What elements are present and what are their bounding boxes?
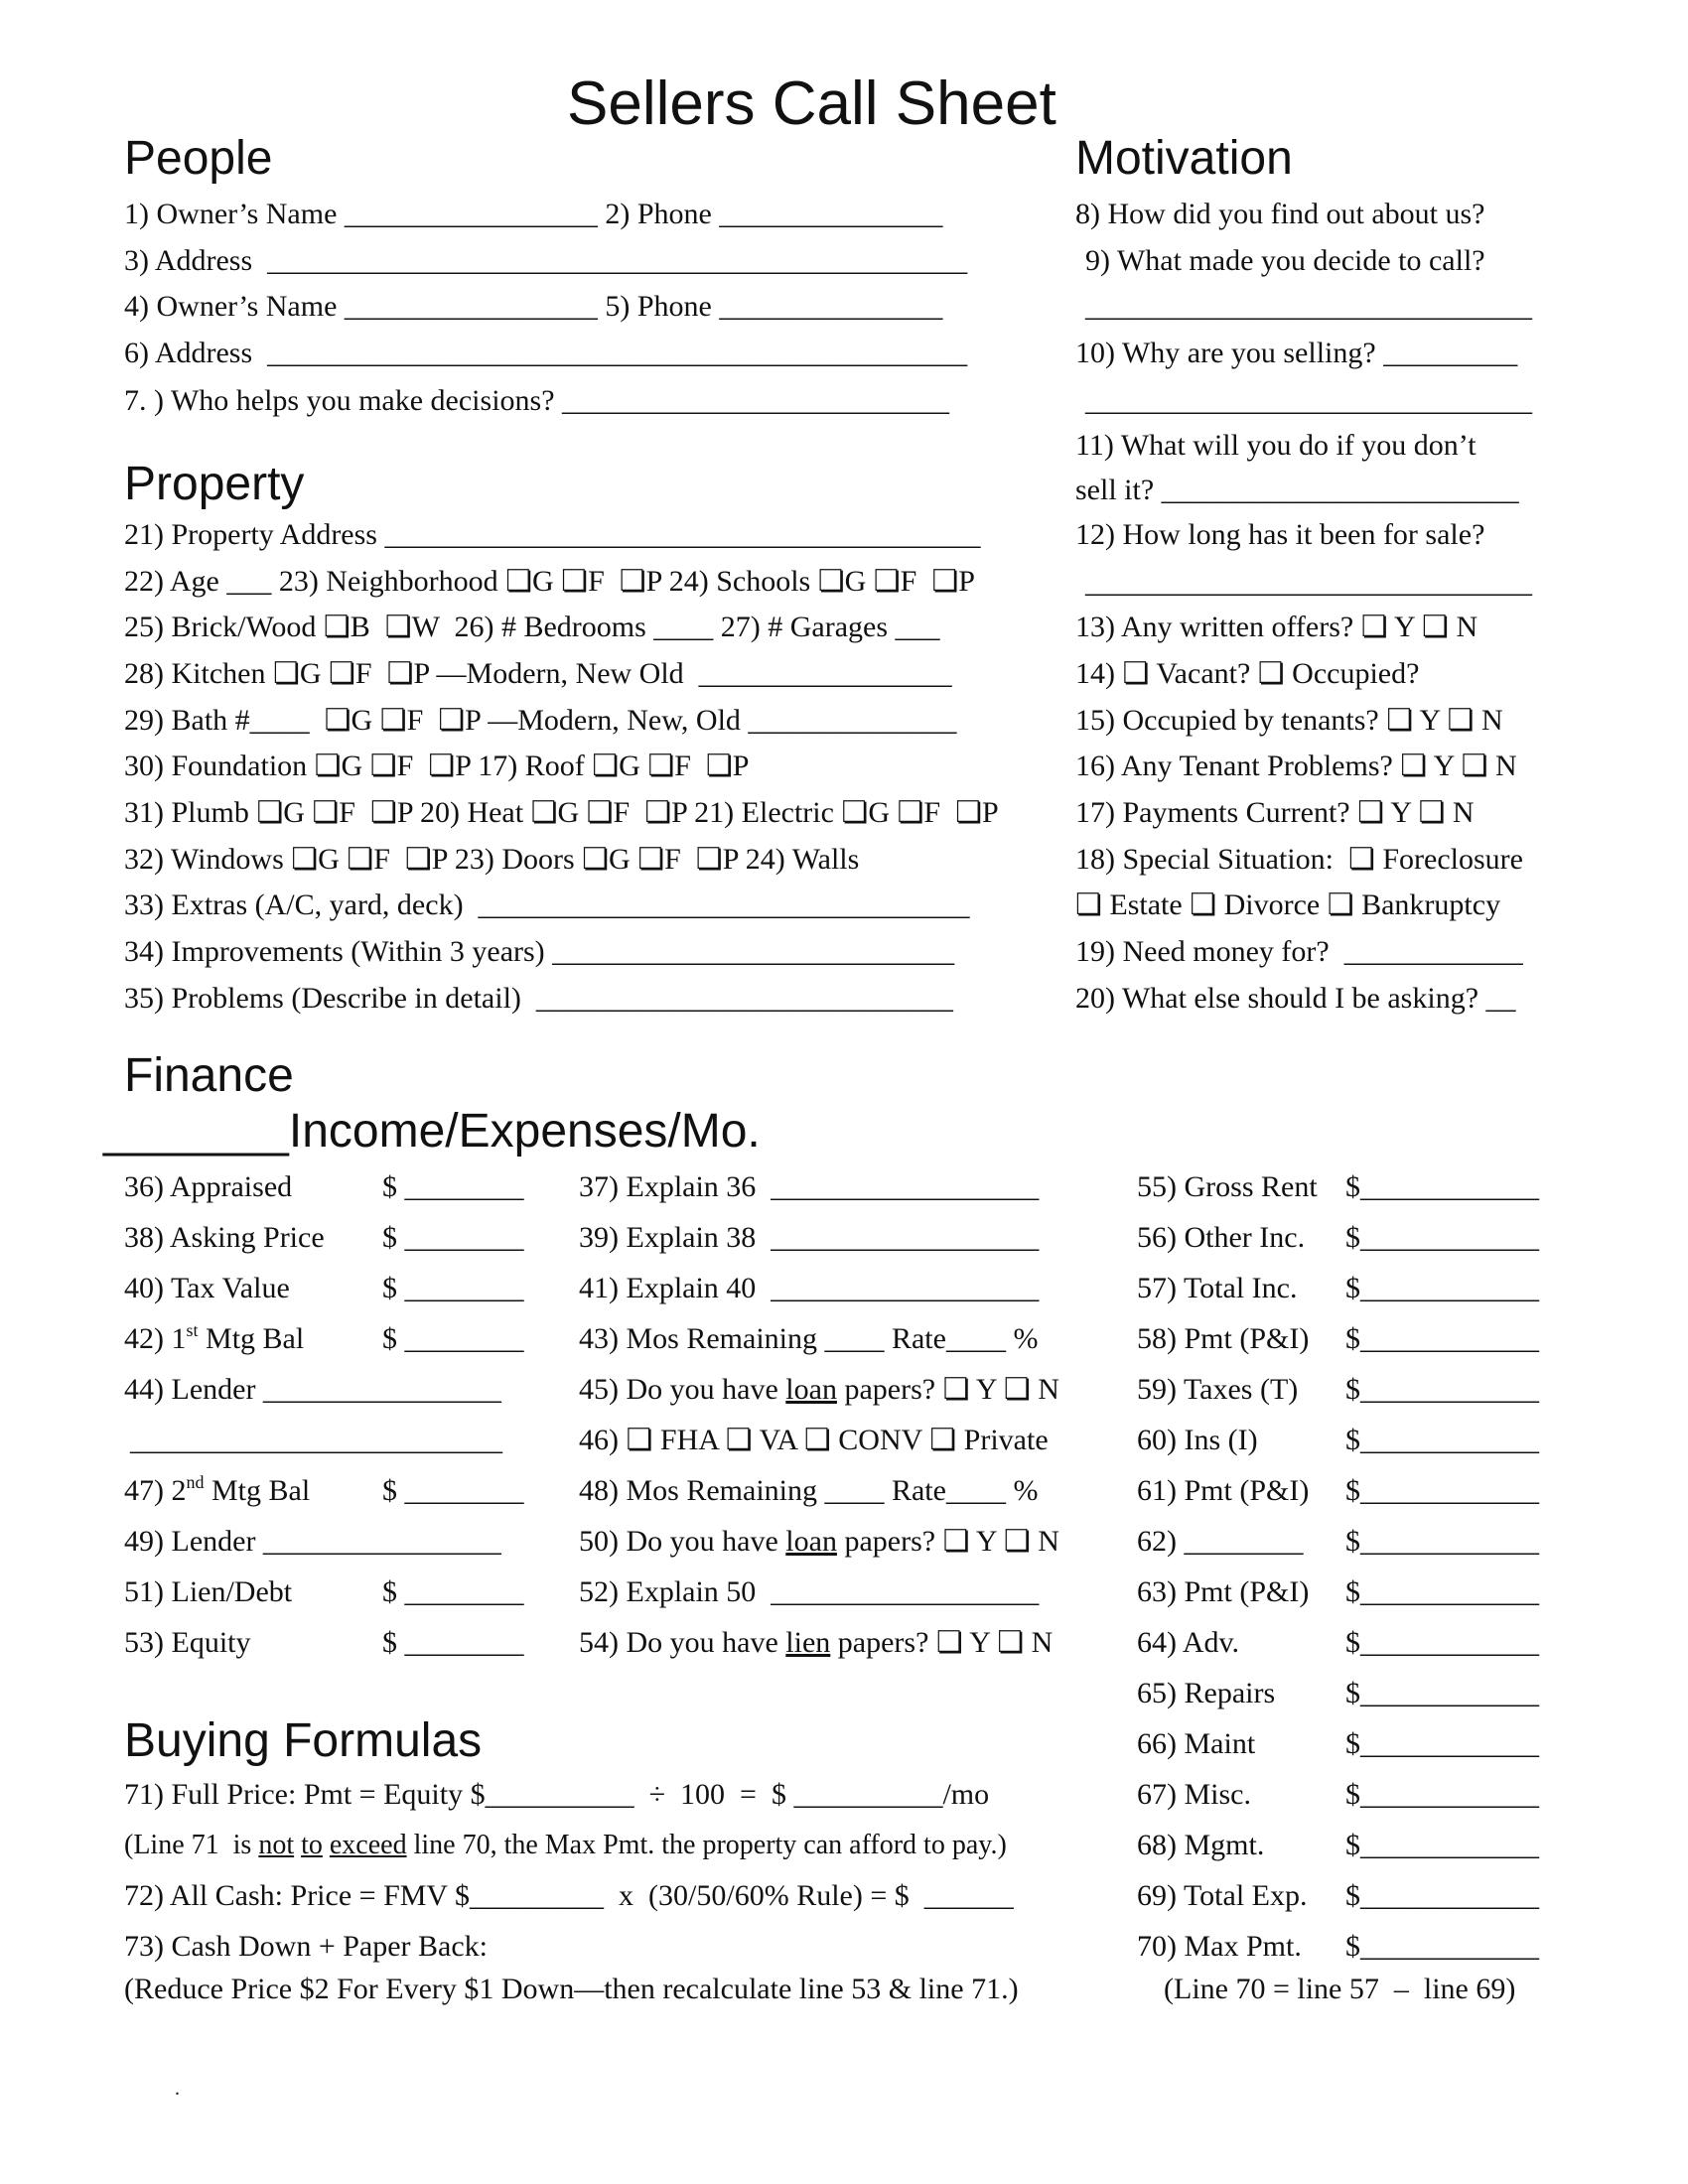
fin-label-59: 59) Taxes (T)	[1137, 1373, 1299, 1406]
fin-label-69: 69) Total Exp.	[1137, 1879, 1308, 1912]
property-line-25[interactable]: 25) Brick/Wood ❏B ❏W 26) # Bedrooms ____ 27) # Garages ___	[124, 611, 940, 643]
motivation-line-16[interactable]: 16) Any Tenant Problems? ❏ Y ❏ N	[1075, 750, 1517, 782]
fin-label-68: 68) Mgmt.	[1137, 1829, 1265, 1861]
fin-label-65: 65) Repairs	[1137, 1677, 1276, 1709]
fin-value-56[interactable]: $____________	[1345, 1221, 1539, 1254]
fin-label-38: 38) Asking Price	[124, 1221, 325, 1254]
formula-71-note-not: not	[258, 1830, 295, 1860]
people-line-5[interactable]: 7. ) Who helps you make decisions? __________________________	[124, 384, 950, 417]
formula-71-note	[124, 1832, 1007, 1859]
fin-label-57: 57) Total Inc.	[1137, 1272, 1298, 1304]
property-line-30[interactable]: 30) Foundation ❏G ❏F ❏P 17) Roof ❏G ❏F ❏P	[124, 750, 750, 782]
fin-line-46[interactable]: 46) ❏ FHA ❏ VA ❏ CONV ❏ Private	[579, 1424, 1049, 1456]
fin-line-45[interactable]	[579, 1375, 1059, 1405]
fin-line-50[interactable]	[579, 1527, 1059, 1557]
people-line-2[interactable]: 3) Address _______________________________________________	[124, 244, 968, 277]
fin-line-50-underlined: loan	[785, 1525, 837, 1558]
fin-line-43[interactable]: 43) Mos Remaining ____ Rate____ %	[579, 1322, 1039, 1355]
fin-line-54-underlined: lien	[785, 1626, 831, 1659]
motivation-line-19[interactable]: 19) Need money for? ____________	[1075, 935, 1523, 968]
fin-label-67: 67) Misc.	[1137, 1778, 1251, 1811]
fin-value-59[interactable]: $____________	[1345, 1373, 1539, 1406]
fin-label-53: 53) Equity	[124, 1626, 251, 1659]
people-line-1[interactable]: 1) Owner’s Name _________________ 2) Phone _______________	[124, 198, 943, 230]
fin-line-52[interactable]: 52) Explain 50 __________________	[579, 1575, 1040, 1608]
fin-line-54-post: papers? ❏ Y ❏ N	[830, 1626, 1054, 1659]
motivation-line-17[interactable]: 17) Payments Current? ❏ Y ❏ N	[1075, 796, 1475, 829]
motivation-line-8[interactable]: 8) How did you find out about us?	[1075, 198, 1485, 230]
formula-71-note-d: line 70, the Max Pmt. the property can afford to pay.)	[406, 1830, 1007, 1860]
motivation-line-9-blank[interactable]: ______________________________	[1085, 290, 1532, 323]
property-line-35[interactable]: 35) Problems (Describe in detail) ____________________________	[124, 982, 953, 1015]
property-line-29[interactable]: 29) Bath #____ ❏G ❏F ❏P —Modern, New, Old ______________	[124, 704, 957, 737]
fin-value-58[interactable]: $____________	[1345, 1322, 1539, 1355]
section-income-expenses: _______Income/Expenses/Mo.	[103, 1105, 761, 1158]
formula-71[interactable]: 71) Full Price: Pmt = Equity $__________ ÷ 100 = $ __________/mo	[124, 1778, 990, 1811]
property-line-21[interactable]: 21) Property Address ________________________________________	[124, 518, 981, 551]
fin-label-42-pre: 42) 1	[124, 1322, 187, 1355]
fin-line-45-pre: 45) Do you have	[579, 1373, 786, 1406]
fin-label-42-post: Mtg Bal	[198, 1322, 305, 1355]
fin-value-38[interactable]: $ ________	[382, 1221, 524, 1254]
footer-mark: .	[175, 2078, 180, 2100]
fin-line-44[interactable]: 44) Lender ________________	[124, 1373, 501, 1406]
fin-value-62[interactable]: $____________	[1345, 1525, 1539, 1558]
fin-line-45-post: papers? ❏ Y ❏ N	[836, 1373, 1059, 1406]
section-motivation: Motivation	[1075, 132, 1293, 185]
fin-line-41[interactable]: 41) Explain 40 __________________	[579, 1272, 1040, 1304]
fin-label-51: 51) Lien/Debt	[124, 1575, 293, 1608]
fin-value-36[interactable]: $ ________	[382, 1170, 524, 1203]
section-buying-formulas: Buying Formulas	[124, 1714, 483, 1767]
motivation-line-14[interactable]: 14) ❏ Vacant? ❏ Occupied?	[1075, 657, 1420, 690]
formula-71-note-exceed: exceed	[329, 1830, 407, 1860]
section-property: Property	[124, 458, 305, 510]
fin-line-37[interactable]: 37) Explain 36 __________________	[579, 1170, 1040, 1203]
property-line-22[interactable]: 22) Age ___ 23) Neighborhood ❏G ❏F ❏P 24) Schools ❏G ❏F ❏P	[124, 565, 975, 598]
fin-value-65[interactable]: $____________	[1345, 1677, 1539, 1709]
fin-value-51[interactable]: $ ________	[382, 1575, 524, 1608]
motivation-line-9[interactable]: 9) What made you decide to call?	[1085, 244, 1485, 277]
fin-value-63[interactable]: $____________	[1345, 1575, 1539, 1608]
motivation-line-11: 11) What will you do if you don’t	[1075, 429, 1477, 462]
fin-label-61: 61) Pmt (P&I)	[1137, 1474, 1310, 1507]
fin-label-36: 36) Appraised	[124, 1170, 293, 1203]
fin-label-47-pre: 47) 2	[124, 1474, 187, 1507]
formula-71-note-c	[323, 1830, 330, 1860]
motivation-line-20[interactable]: 20) What else should I be asking? __	[1075, 982, 1516, 1015]
fin-label-55: 55) Gross Rent	[1137, 1170, 1318, 1203]
fin-line-44-blank[interactable]: _________________________	[130, 1424, 502, 1456]
formula-71-note-to: to	[301, 1830, 323, 1860]
fin-value-57[interactable]: $____________	[1345, 1272, 1539, 1304]
formula-73-note: (Reduce Price $2 For Every $1 Down—then recalculate line 53 & line 71.)	[124, 1973, 1019, 2005]
fin-value-60[interactable]: $____________	[1345, 1424, 1539, 1456]
fin-value-55[interactable]: $____________	[1345, 1170, 1539, 1203]
fin-value-40[interactable]: $ ________	[382, 1272, 524, 1304]
fin-label-42	[124, 1320, 305, 1355]
fin-label-40: 40) Tax Value	[124, 1272, 290, 1304]
fin-label-58: 58) Pmt (P&I)	[1137, 1322, 1310, 1355]
property-line-28[interactable]: 28) Kitchen ❏G ❏F ❏P —Modern, New Old _________________	[124, 657, 952, 690]
formula-72[interactable]: 72) All Cash: Price = FMV $_________ x (30/50/60% Rule) = $ ______	[124, 1879, 1014, 1912]
fin-value-61[interactable]: $____________	[1345, 1474, 1539, 1507]
motivation-line-18[interactable]: 18) Special Situation: ❏ Foreclosure	[1075, 843, 1523, 876]
fin-line-45-underlined: loan	[785, 1373, 837, 1406]
fin-value-68[interactable]: $____________	[1345, 1829, 1539, 1861]
motivation-line-18-options[interactable]: ❏ Estate ❏ Divorce ❏ Bankruptcy	[1075, 888, 1501, 921]
property-line-33[interactable]: 33) Extras (A/C, yard, deck) _________________________________	[124, 888, 970, 921]
section-people: People	[124, 132, 273, 185]
fin-line-50-post: papers? ❏ Y ❏ N	[836, 1525, 1059, 1558]
property-line-31[interactable]: 31) Plumb ❏G ❏F ❏P 20) Heat ❏G ❏F ❏P 21) Electric ❏G ❏F ❏P	[124, 796, 999, 829]
section-finance: Finance	[124, 1049, 294, 1102]
fin-label-62[interactable]: 62) ________	[1137, 1525, 1304, 1558]
formula-73: 73) Cash Down + Paper Back:	[124, 1930, 489, 1963]
fin-label-47-sup: nd	[186, 1472, 205, 1492]
property-line-32[interactable]: 32) Windows ❏G ❏F ❏P 23) Doors ❏G ❏F ❏P 24) Walls	[124, 843, 860, 876]
motivation-line-13[interactable]: 13) Any written offers? ❏ Y ❏ N	[1075, 611, 1478, 643]
fin-label-47	[124, 1472, 311, 1507]
page-title: Sellers Call Sheet	[567, 69, 1056, 138]
people-line-3[interactable]: 4) Owner’s Name _________________ 5) Phone _______________	[124, 290, 943, 323]
fin-value-66[interactable]: $____________	[1345, 1727, 1539, 1760]
fin-label-60: 60) Ins (I)	[1137, 1424, 1258, 1456]
fin-label-64: 64) Adv.	[1137, 1626, 1240, 1659]
fin-line-48[interactable]: 48) Mos Remaining ____ Rate____ %	[579, 1474, 1039, 1507]
fin-value-70[interactable]: $____________	[1345, 1930, 1539, 1963]
property-line-34[interactable]: 34) Improvements (Within 3 years) ___________________________	[124, 935, 955, 968]
motivation-line-12: 12) How long has it been for sale?	[1075, 518, 1485, 551]
fin-label-66: 66) Maint	[1137, 1727, 1256, 1760]
fin-line-39[interactable]: 39) Explain 38 __________________	[579, 1221, 1040, 1254]
line70-note: (Line 70 = line 57 – line 69)	[1164, 1973, 1516, 2005]
fin-label-70: 70) Max Pmt.	[1137, 1930, 1302, 1963]
fin-line-50-pre: 50) Do you have	[579, 1525, 786, 1558]
formula-71-note-a: (Line 71 is	[124, 1830, 259, 1860]
fin-value-53[interactable]: $ ________	[382, 1626, 524, 1659]
motivation-line-12-blank[interactable]: ______________________________	[1085, 566, 1532, 599]
fin-line-54-pre: 54) Do you have	[579, 1626, 786, 1659]
people-line-4[interactable]: 6) Address _______________________________________________	[124, 337, 968, 369]
motivation-line-10[interactable]: 10) Why are you selling? _________	[1075, 337, 1518, 369]
fin-value-69[interactable]: $____________	[1345, 1879, 1539, 1912]
motivation-line-11-blank[interactable]: sell it? ________________________	[1075, 474, 1519, 506]
fin-value-67[interactable]: $____________	[1345, 1778, 1539, 1811]
motivation-line-15[interactable]: 15) Occupied by tenants? ❏ Y ❏ N	[1075, 704, 1503, 737]
fin-label-63: 63) Pmt (P&I)	[1137, 1575, 1310, 1608]
motivation-line-10-blank[interactable]: ______________________________	[1085, 384, 1532, 417]
fin-value-42[interactable]: $ ________	[382, 1322, 524, 1355]
fin-label-42-sup: st	[186, 1320, 199, 1340]
fin-value-47[interactable]: $ ________	[382, 1474, 524, 1507]
fin-line-54[interactable]	[579, 1628, 1053, 1658]
fin-value-64[interactable]: $____________	[1345, 1626, 1539, 1659]
fin-label-56: 56) Other Inc.	[1137, 1221, 1306, 1254]
fin-line-49[interactable]: 49) Lender ________________	[124, 1525, 501, 1558]
fin-label-47-post: Mtg Bal	[204, 1474, 311, 1507]
